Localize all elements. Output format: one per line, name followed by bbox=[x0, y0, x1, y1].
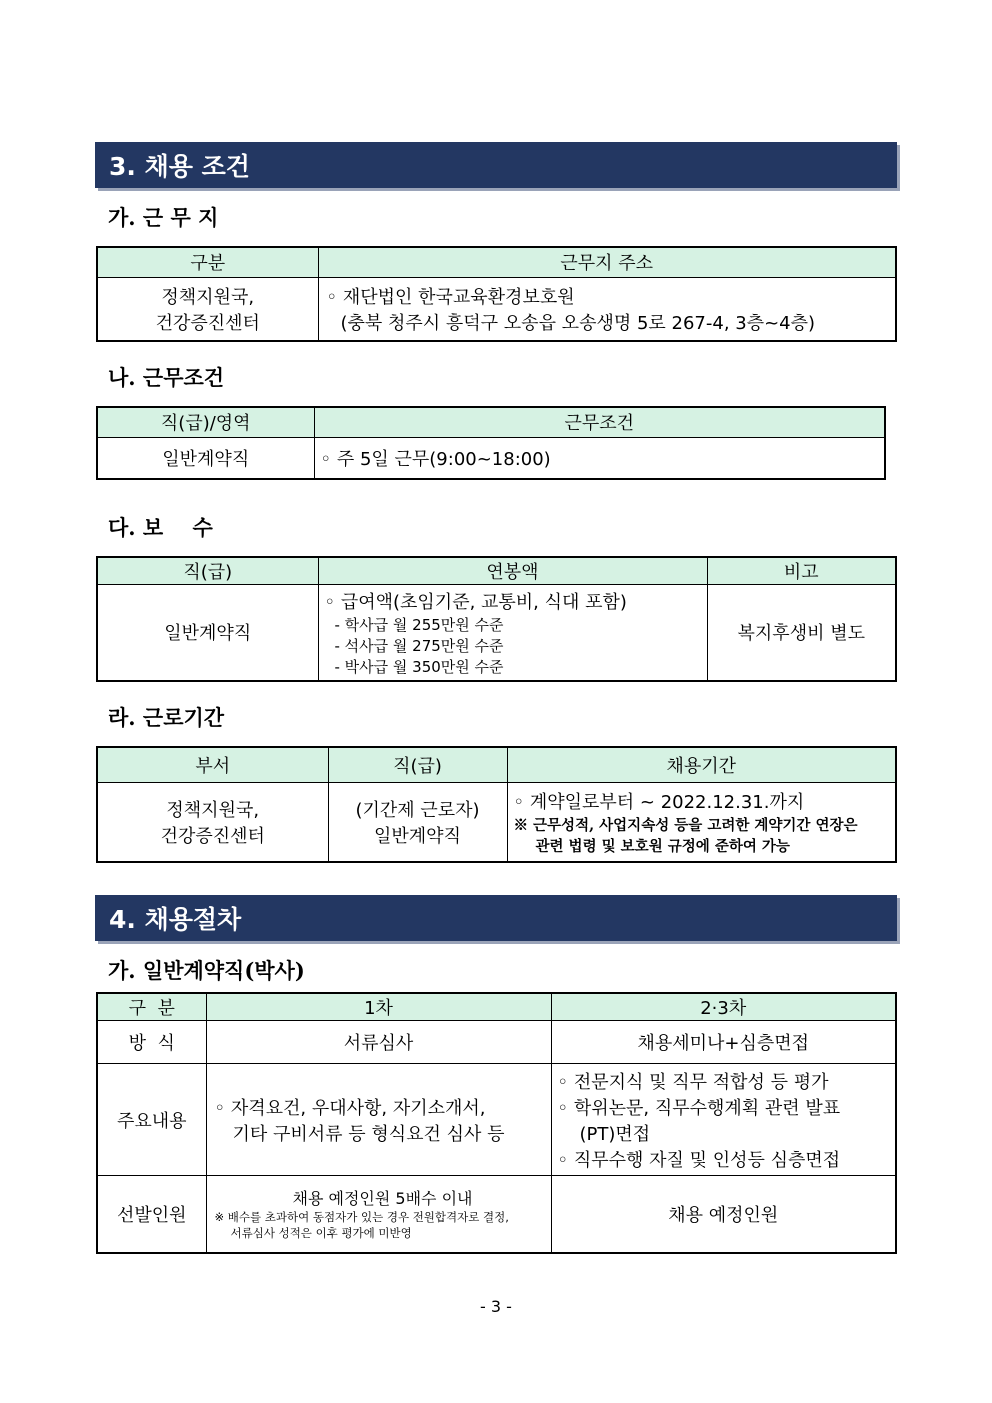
salary-position-cell: 일반계약직 bbox=[97, 585, 318, 681]
work-conditions-table bbox=[96, 406, 886, 480]
header-annual-salary: 연봉액 bbox=[318, 557, 707, 585]
salary-table bbox=[96, 556, 897, 682]
content-23-line-3: (PT)면접 bbox=[579, 1123, 651, 1145]
address-detail: (충북 청주시 흥덕구 오송읍 오송생명 5로 267-4, 3층~4층) bbox=[340, 312, 816, 334]
select-1-note-line-2: 서류심사 성적은 이후 평가에 미반영 bbox=[230, 1226, 412, 1241]
salary-detail-cell bbox=[318, 585, 707, 681]
work-period-table bbox=[96, 746, 897, 863]
address-cell bbox=[318, 277, 896, 341]
content-1-line-2: 기타 구비서류 등 형식요건 심사 등 bbox=[232, 1123, 505, 1145]
dept-line-2: 건강증진센터 bbox=[155, 312, 260, 334]
section-4-title-band bbox=[95, 895, 897, 941]
dept-line-1: 정책지원국, bbox=[161, 286, 255, 308]
header-position-area: 직(급)/영역 bbox=[97, 407, 314, 437]
sub-heading-work-period: 라. 근로기간 bbox=[108, 705, 225, 730]
work-location-table bbox=[96, 246, 897, 342]
method-round-2-3: 채용세미나+심층면접 bbox=[551, 1021, 896, 1064]
select-round-1 bbox=[206, 1176, 551, 1253]
period-range: ◦ 계약일로부터 ~ 2022.12.31.까지 bbox=[513, 791, 805, 813]
content-23-line-2: ◦ 학위논문, 직무수행계획 관련 발표 bbox=[557, 1097, 841, 1119]
period-dept-cell bbox=[97, 782, 328, 862]
procedure-table bbox=[96, 992, 897, 1254]
header-grade: 직(급) bbox=[328, 747, 507, 782]
page-number: - 3 - bbox=[480, 1297, 512, 1316]
period-grade-line-2: 일반계약직 bbox=[374, 825, 461, 847]
content-23-line-4: ◦ 직무수행 자질 및 인성등 심층면접 bbox=[557, 1149, 841, 1171]
header-department: 부서 bbox=[97, 747, 328, 782]
select-1-main: 채용 예정인원 5배수 이내 bbox=[292, 1189, 473, 1209]
header-category: 구 분 bbox=[97, 993, 206, 1021]
section-3-title-band bbox=[95, 142, 897, 188]
period-detail-cell bbox=[507, 782, 896, 862]
sub-heading-salary: 다. 보 수 bbox=[108, 515, 213, 540]
dept-cell bbox=[97, 277, 318, 341]
period-dept-line-1: 정책지원국, bbox=[166, 799, 260, 821]
period-grade-line-1: (기간제 근로자) bbox=[355, 799, 480, 821]
header-condition: 근무조건 bbox=[314, 407, 885, 437]
condition-cell: ◦ 주 5일 근무(9:00~18:00) bbox=[314, 437, 885, 479]
header-division: 구분 bbox=[97, 247, 318, 277]
select-label: 선발인원 bbox=[97, 1176, 206, 1253]
address-org: ◦ 재단법인 한국교육환경보호원 bbox=[326, 286, 575, 308]
header-employment-period: 채용기간 bbox=[507, 747, 896, 782]
salary-main: ◦ 급여액(초임기준, 교통비, 식대 포함) bbox=[324, 591, 627, 613]
period-note-line-1: ※ 근무성적, 사업지속성 등을 고려한 계약기간 연장은 bbox=[513, 816, 858, 834]
section-4-title: 4. 채용절차 bbox=[109, 905, 242, 934]
section-3-title: 3. 채용 조건 bbox=[109, 152, 250, 181]
method-round-1: 서류심사 bbox=[206, 1021, 551, 1064]
content-round-1 bbox=[206, 1064, 551, 1176]
salary-bachelor: - 학사급 월 255만원 수준 bbox=[334, 615, 504, 634]
header-round-2-3: 2·3차 bbox=[551, 993, 896, 1021]
header-remark: 비고 bbox=[707, 557, 896, 585]
header-round-1: 1차 bbox=[206, 993, 551, 1021]
period-note-line-2: 관련 법령 및 보호원 규정에 준하여 가능 bbox=[535, 837, 790, 855]
content-label: 주요내용 bbox=[97, 1064, 206, 1176]
period-dept-line-2: 건강증진센터 bbox=[160, 825, 265, 847]
header-position: 직(급) bbox=[97, 557, 318, 585]
sub-heading-work-location: 가. 근 무 지 bbox=[108, 205, 219, 230]
period-grade-cell bbox=[328, 782, 507, 862]
content-1-line-1: ◦ 자격요건, 우대사항, 자기소개서, bbox=[214, 1097, 486, 1119]
salary-doctor: - 박사급 월 350만원 수준 bbox=[334, 657, 504, 676]
method-label: 방 식 bbox=[97, 1021, 206, 1064]
salary-master: - 석사급 월 275만원 수준 bbox=[334, 636, 504, 655]
salary-remark-cell: 복지후생비 별도 bbox=[707, 585, 896, 681]
select-round-2-3: 채용 예정인원 bbox=[551, 1176, 896, 1253]
content-round-2-3 bbox=[551, 1064, 896, 1176]
content-23-line-1: ◦ 전문지식 및 직무 적합성 등 평가 bbox=[557, 1071, 829, 1093]
position-cell: 일반계약직 bbox=[97, 437, 314, 479]
sub-heading-procedure: 가. 일반계약직(박사) bbox=[108, 958, 305, 983]
select-1-note-line-1: ※ 배수를 초과하여 동점자가 있는 경우 전원합격자로 결정, bbox=[214, 1210, 509, 1225]
header-address: 근무지 주소 bbox=[318, 247, 896, 277]
sub-heading-work-conditions: 나. 근무조건 bbox=[108, 365, 225, 390]
